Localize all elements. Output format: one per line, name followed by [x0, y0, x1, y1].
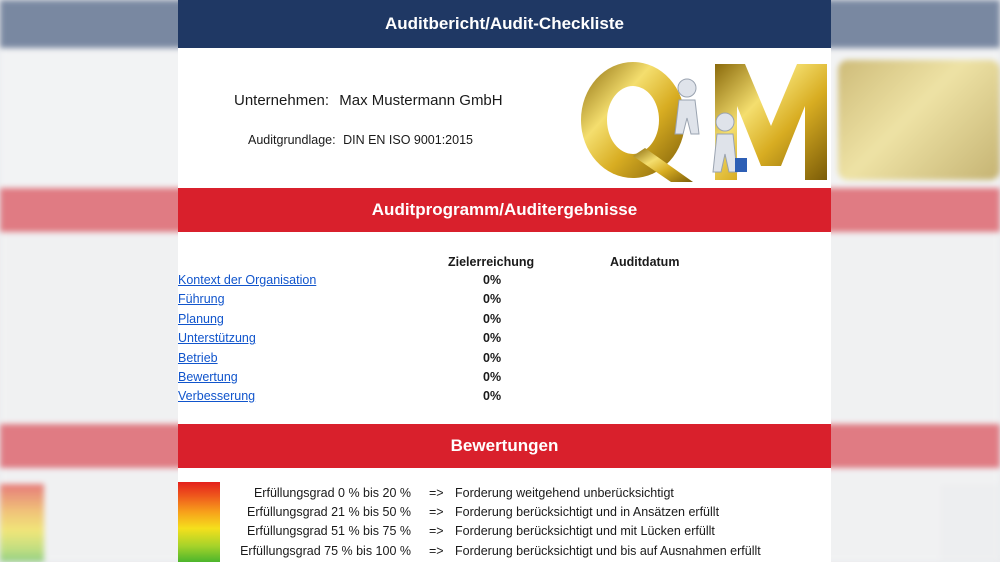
goal-value: 0%: [483, 389, 502, 404]
rating-description: Forderung weitgehend unberücksichtigt: [455, 486, 674, 500]
link-fuehrung[interactable]: Führung: [178, 292, 225, 307]
program-section-title: Auditprogramm/Auditergebnisse: [178, 188, 831, 232]
table-row: [178, 369, 831, 388]
goal-value: 0%: [483, 273, 502, 287]
document-title: Auditbericht/Audit-Checkliste: [178, 0, 831, 48]
goal-value: 0%: [483, 369, 502, 384]
rating-description: Forderung berücksichtigt und bis auf Ausnahmen erfüllt: [455, 543, 761, 558]
table-row: [178, 272, 831, 291]
company-line: [234, 92, 503, 109]
audit-document: [178, 0, 831, 562]
audit-basis-value: DIN EN ISO 9001:2015: [343, 133, 473, 147]
link-kontext-der-organisation[interactable]: Kontext der Organisation: [178, 273, 317, 287]
rating-range: Erfüllungsgrad 75 % bis 100 %: [240, 543, 411, 558]
table-row: [178, 291, 831, 310]
date-column-header: Auditdatum: [610, 255, 680, 269]
table-row: [178, 330, 831, 349]
rating-range: Erfüllungsgrad 51 % bis 75 %: [247, 524, 411, 539]
bg-block: [940, 484, 1000, 562]
company-label: Unternehmen:: [234, 92, 330, 109]
list-item: [178, 543, 831, 562]
qm-logo-image: [575, 56, 829, 184]
rating-range: Erfüllungsgrad 21 % bis 50 %: [247, 505, 411, 520]
link-bewertung[interactable]: Bewertung: [178, 369, 238, 384]
audit-basis-label: Auditgrundlage:: [248, 133, 336, 147]
rating-description: Forderung berücksichtigt und mit Lücken erfüllt: [455, 524, 715, 539]
link-planung[interactable]: Planung: [178, 311, 224, 326]
company-name: Max Mustermann GmbH: [339, 92, 503, 109]
rating-arrow: =>: [429, 486, 444, 500]
link-betrieb[interactable]: Betrieb: [178, 350, 218, 365]
goal-value: 0%: [483, 331, 502, 346]
rating-arrow: =>: [429, 505, 444, 520]
table-row: [178, 311, 831, 330]
list-item: [178, 485, 831, 504]
goal-value: 0%: [483, 311, 502, 326]
table-row: [178, 388, 831, 407]
goal-value: 0%: [483, 350, 502, 365]
link-unterstuetzung[interactable]: Unterstützung: [178, 331, 256, 346]
program-table: [178, 272, 831, 408]
audit-basis-line: [248, 133, 473, 147]
rating-arrow: =>: [429, 543, 444, 558]
bg-gradient: [0, 484, 44, 562]
rating-description: Forderung berücksichtigt und in Ansätzen erfüllt: [455, 505, 720, 520]
link-verbesserung[interactable]: Verbesserung: [178, 389, 256, 404]
bg-logo: [838, 60, 1000, 180]
list-item: [178, 523, 831, 542]
table-row: [178, 350, 831, 369]
ratings-legend: [178, 485, 831, 562]
rating-arrow: =>: [429, 524, 444, 539]
ratings-section-title: Bewertungen: [178, 424, 831, 468]
goal-value: 0%: [483, 292, 502, 307]
goal-column-header: Zielerreichung: [448, 255, 535, 269]
rating-range: Erfüllungsgrad 0 % bis 20 %: [253, 486, 411, 500]
list-item: [178, 504, 831, 523]
